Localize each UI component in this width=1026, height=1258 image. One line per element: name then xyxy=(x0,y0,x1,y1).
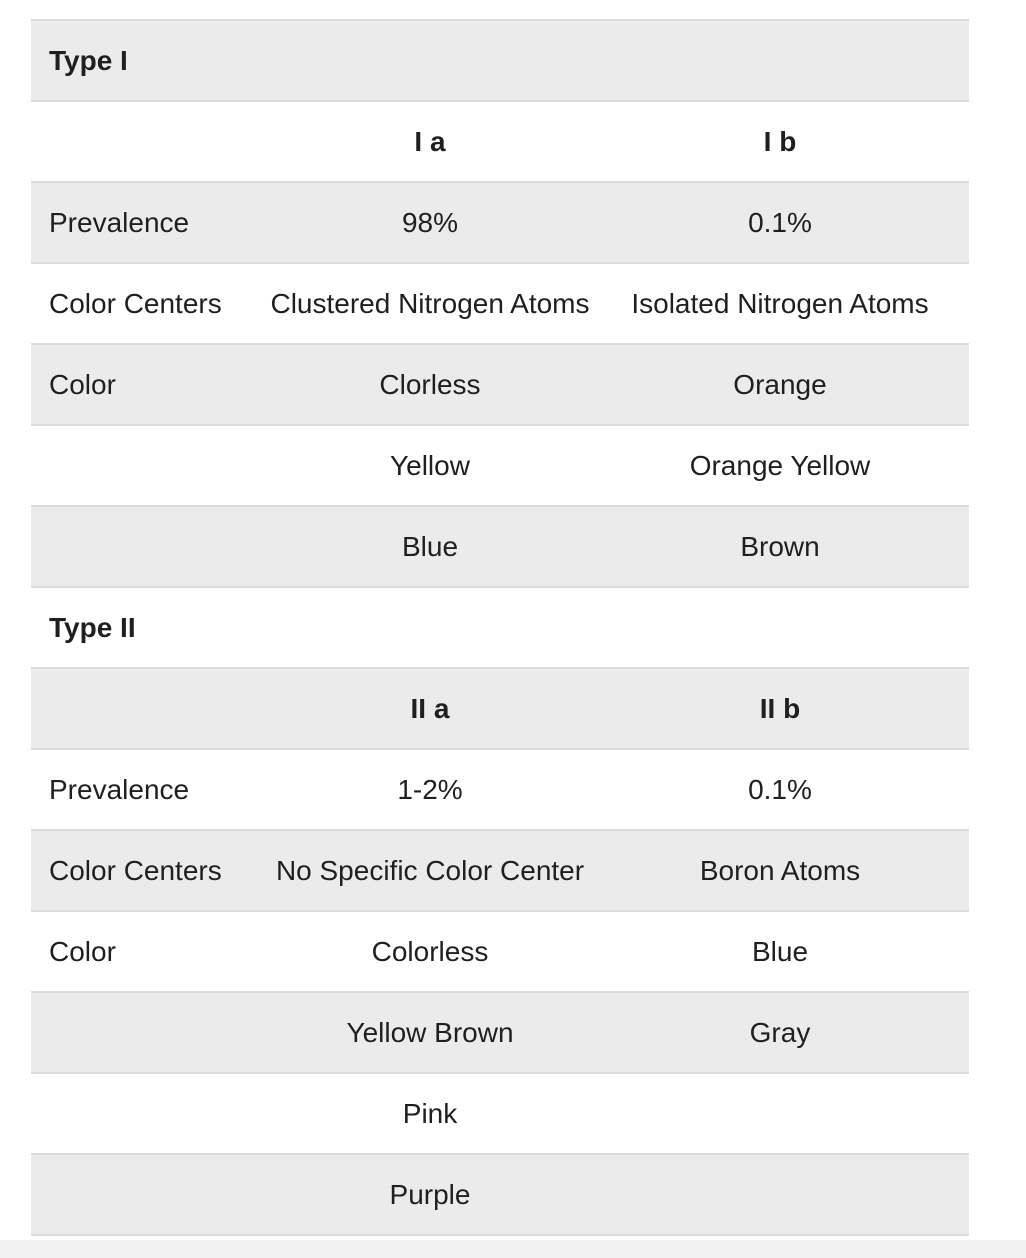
column-header-row xyxy=(31,102,969,183)
table-cell: No Specific Color Center xyxy=(275,854,585,886)
row-label: Prevalence xyxy=(49,773,190,805)
table-cell: Brown xyxy=(740,530,820,562)
page-bottom-edge xyxy=(0,1240,1026,1258)
row-label: Color Centers xyxy=(49,287,222,319)
table-cell: 0.1% xyxy=(748,206,812,238)
diamond-types-table xyxy=(31,19,969,1236)
header-cell-iib: II b xyxy=(759,692,801,724)
table-cell: 0.1% xyxy=(748,773,812,805)
row-label: Color Centers xyxy=(49,854,222,886)
section-title-row xyxy=(31,21,969,102)
row-label: Prevalence xyxy=(49,206,190,238)
header-cell-ib: I b xyxy=(763,125,797,157)
section-title-row xyxy=(31,588,969,669)
table-cell: Orange Yellow xyxy=(689,449,871,481)
table-row xyxy=(31,1155,969,1236)
table-cell: Orange xyxy=(733,368,827,400)
table-cell: Pink xyxy=(402,1097,458,1129)
table-cell: Blue xyxy=(401,530,459,562)
table-cell: Clustered Nitrogen Atoms xyxy=(270,287,590,319)
column-header-row xyxy=(31,669,969,750)
table-row xyxy=(31,345,969,426)
table-cell: Gray xyxy=(749,1016,811,1048)
table-row xyxy=(31,912,969,993)
table-row xyxy=(31,750,969,831)
table-cell: Boron Atoms xyxy=(699,854,861,886)
section-title: Type I xyxy=(49,44,128,76)
table-row xyxy=(31,426,969,507)
table-row xyxy=(31,1074,969,1155)
table-row xyxy=(31,183,969,264)
header-cell-iia: II a xyxy=(410,692,450,724)
table-cell: Purple xyxy=(389,1178,471,1210)
table-cell: 1-2% xyxy=(397,773,463,805)
table-cell: Clorless xyxy=(379,368,481,400)
table-row xyxy=(31,831,969,912)
row-label: Color xyxy=(49,935,116,967)
table-row xyxy=(31,993,969,1074)
header-cell-ia: I a xyxy=(414,125,446,157)
table-cell: 98% xyxy=(401,206,459,238)
table-cell: Colorless xyxy=(371,935,489,967)
table-row xyxy=(31,507,969,588)
table-row xyxy=(31,264,969,345)
table-cell: Blue xyxy=(751,935,809,967)
row-label: Color xyxy=(49,368,116,400)
table-cell: Yellow xyxy=(390,449,470,481)
section-title: Type II xyxy=(49,611,136,643)
table-cell: Isolated Nitrogen Atoms xyxy=(631,287,929,319)
table-cell: Yellow Brown xyxy=(346,1016,514,1048)
